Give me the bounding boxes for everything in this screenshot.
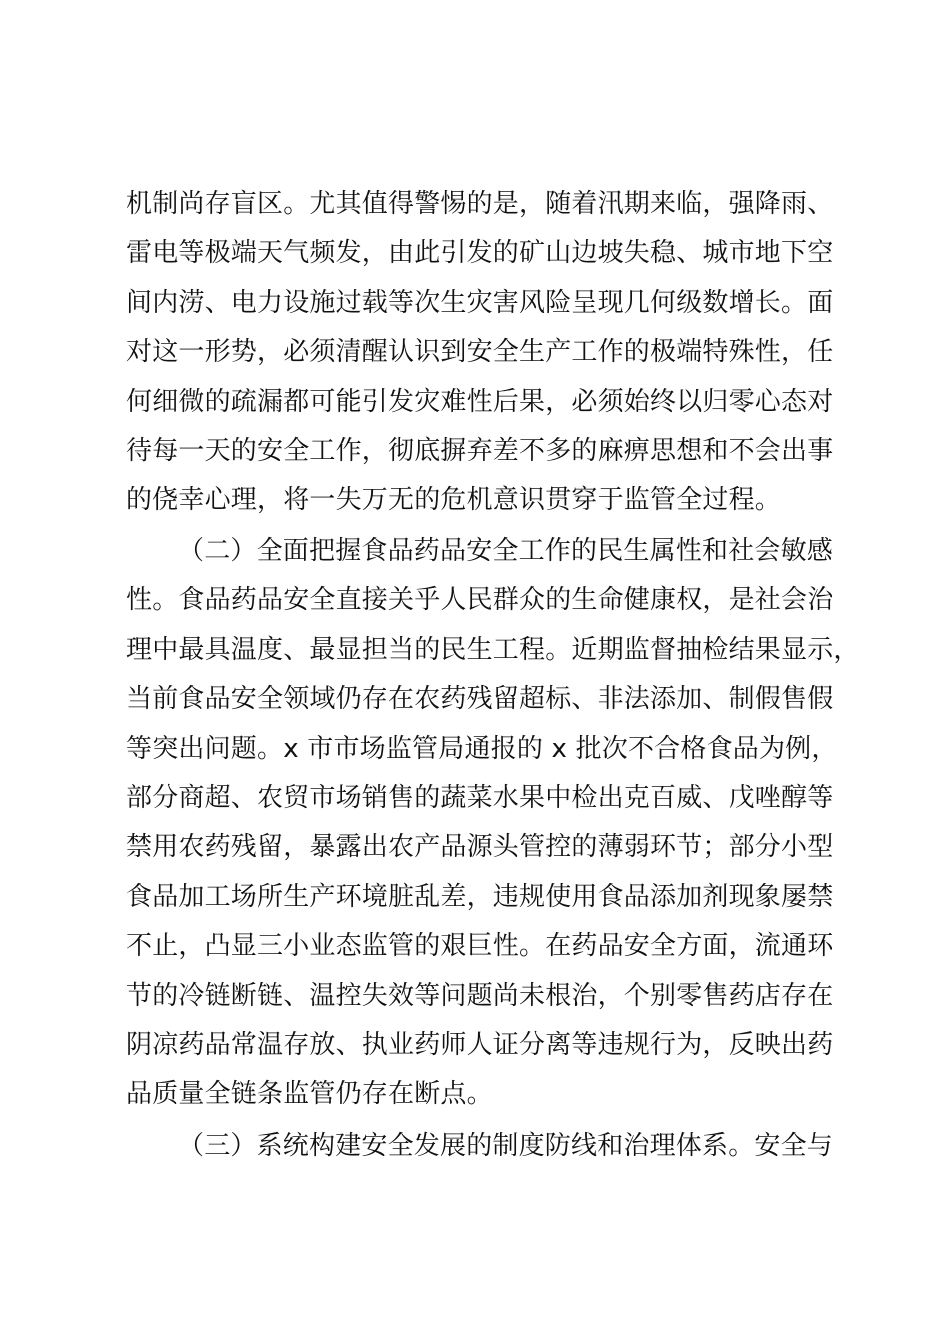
section-heading-line: （二）全面把握食品药品安全工作的民生属性和社会敏感 — [178, 536, 834, 566]
text-line: 间内涝、电力设施过载等次生灾害风险呈现几何级数增长。面 — [126, 287, 834, 318]
text-line: 不止，凸显三小业态监管的艰巨性。在药品安全方面，流通环 — [126, 931, 834, 962]
paragraph-2 — [126, 527, 860, 1120]
text-line: 等突出问题。x 市市场监管局通报的 x 批次不合格食品为例， — [126, 733, 838, 764]
text-line: 禁用农药残留，暴露出农产品源头管控的薄弱环节；部分小型 — [126, 832, 834, 863]
text-line: 何细微的疏漏都可能引发灾难性后果，必须始终以归零心态对 — [126, 386, 834, 417]
text-line: 机制尚存盲区。尤其值得警惕的是，随着汛期来临，强降雨、 — [126, 189, 834, 219]
text-line: 当前食品安全领域仍存在农药残留超标、非法添加、制假售假 — [126, 684, 834, 715]
paragraph-1 — [126, 180, 834, 526]
text-line: 对这一形势，必须清醒认识到安全生产工作的极端特殊性，任 — [126, 337, 834, 368]
text-line: 待每一天的安全工作，彻底摒弃差不多的麻痹思想和不会出事 — [126, 435, 834, 466]
text-line: 阴凉药品常温存放、执业药师人证分离等违规行为，反映出药 — [126, 1029, 834, 1060]
text-line: 食品加工场所生产环境脏乱差，违规使用食品添加剂现象屡禁 — [126, 881, 834, 912]
text-line: 性。食品药品安全直接关乎人民群众的生命健康权，是社会治 — [126, 585, 834, 616]
text-line: 品质量全链条监管仍存在断点。 — [126, 1079, 493, 1110]
paragraph-3 — [126, 1122, 834, 1171]
text-line: 雷电等极端天气频发，由此引发的矿山边坡失稳、城市地下空 — [126, 238, 834, 269]
text-line: 理中最具温度、最显担当的民生工程。近期监督抽检结果显示， — [126, 634, 860, 665]
text-line: 部分商超、农贸市场销售的蔬菜水果中检出克百威、戊唑醇等 — [126, 782, 834, 813]
section-heading-line: （三）系统构建安全发展的制度防线和治理体系。安全与 — [178, 1131, 834, 1161]
text-line: 的侥幸心理，将一失万无的危机意识贯穿于监管全过程。 — [126, 485, 782, 516]
text-line: 节的冷链断链、温控失效等问题尚未根治，个别零售药店存在 — [126, 980, 834, 1011]
